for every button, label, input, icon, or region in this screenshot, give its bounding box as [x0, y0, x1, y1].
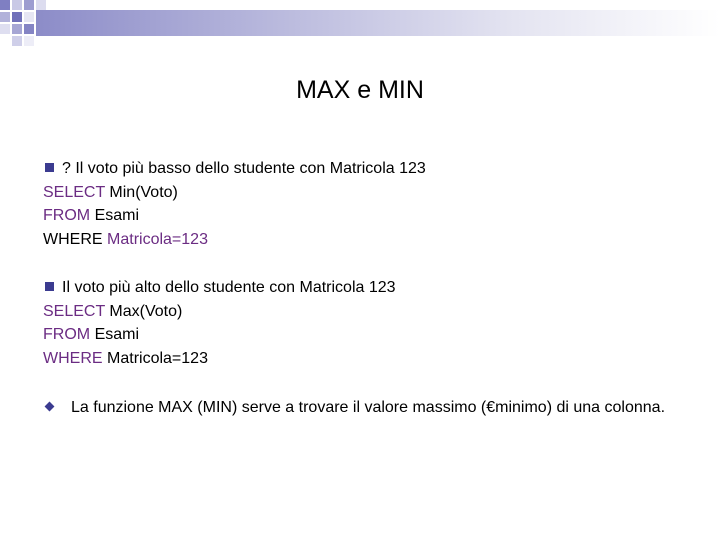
sql-expression: Esami — [94, 326, 140, 343]
where-line — [43, 347, 396, 371]
query-question: Il voto più alto dello studente con Matricola 123 — [43, 276, 396, 300]
query-block-max — [43, 276, 396, 370]
square-bullet-icon — [45, 282, 54, 291]
decor-square — [0, 24, 10, 34]
diamond-bullet-icon — [45, 402, 55, 412]
header-gradient-bar — [36, 10, 720, 36]
decor-square — [12, 24, 22, 34]
query-question: ? Il voto più basso dello studente con Matricola 123 — [43, 157, 426, 181]
decor-square — [24, 36, 34, 46]
sql-expression: Esami — [94, 207, 140, 224]
sql-keyword: WHERE — [43, 349, 103, 367]
decor-square — [0, 12, 10, 22]
from-line — [43, 323, 396, 347]
decor-square — [24, 0, 34, 10]
select-line — [43, 181, 426, 205]
sql-keyword: WHERE — [43, 230, 103, 248]
query-block-min — [43, 157, 426, 251]
sql-keyword: FROM — [43, 207, 91, 224]
decor-square — [12, 36, 22, 46]
select-line — [43, 300, 396, 324]
sql-expression: Matricola=123 — [107, 230, 208, 248]
slide-title: MAX e MIN — [296, 76, 424, 104]
decor-square — [12, 12, 22, 22]
decor-square — [0, 0, 10, 10]
note-text: La funzione MAX (MIN) serve a trovare il valore massimo (€minimo) di una colonna. — [71, 399, 666, 416]
sql-keyword: SELECT — [43, 302, 105, 320]
sql-expression: Min(Voto) — [109, 183, 178, 201]
square-bullet-icon — [45, 163, 54, 172]
decor-square — [24, 24, 34, 34]
sql-keyword: FROM — [43, 326, 91, 343]
decor-square — [12, 0, 22, 10]
where-line — [43, 228, 426, 252]
from-line — [43, 204, 426, 228]
decor-square — [36, 0, 46, 10]
sql-keyword: SELECT — [43, 183, 105, 201]
note-item — [46, 398, 686, 417]
sql-expression: Matricola=123 — [107, 349, 208, 367]
decor-square — [24, 12, 34, 22]
sql-expression: Max(Voto) — [109, 302, 183, 320]
